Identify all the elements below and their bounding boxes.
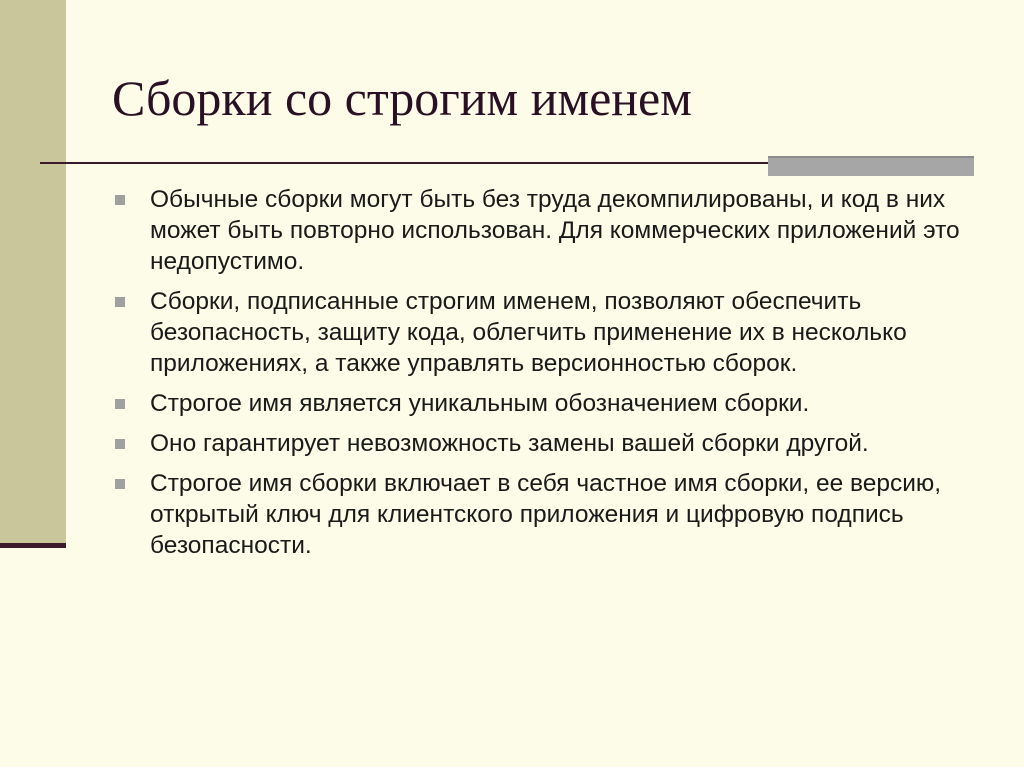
bullet-text: Обычные сборки могут быть без труда декомпилированы, и код в них может быть повторно использован. Для коммерческих приложений это недопустимо. [150,186,960,275]
list-item [115,388,975,419]
title-accent-bar [768,158,974,176]
slide-title: Сборки со строгим именем [112,70,692,126]
bullet-list [115,184,975,570]
bullet-text: Оно гарантирует невозможность замены вашей сборки другой. [150,430,869,457]
list-item [115,286,975,379]
list-item [115,184,975,277]
bullet-text: Строгое имя сборки включает в себя частное имя сборки, ее версию, открытый ключ для клиентского приложения и цифровую подпись безопасности. [150,470,942,559]
square-bullet-icon [115,479,125,489]
square-bullet-icon [115,195,125,205]
list-item [115,468,975,561]
square-bullet-icon [115,399,125,409]
square-bullet-icon [115,439,125,449]
bullet-text: Сборки, подписанные строгим именем, позволяют обеспечить безопасность, защиту кода, облегчить применение их в несколько приложениях, а также управлять версионностью сборок. [150,288,907,377]
side-decoration-line [0,543,66,548]
side-decoration-bar [0,0,66,545]
bullet-text: Строгое имя является уникальным обозначением сборки. [150,390,810,417]
list-item [115,428,975,459]
square-bullet-icon [115,297,125,307]
